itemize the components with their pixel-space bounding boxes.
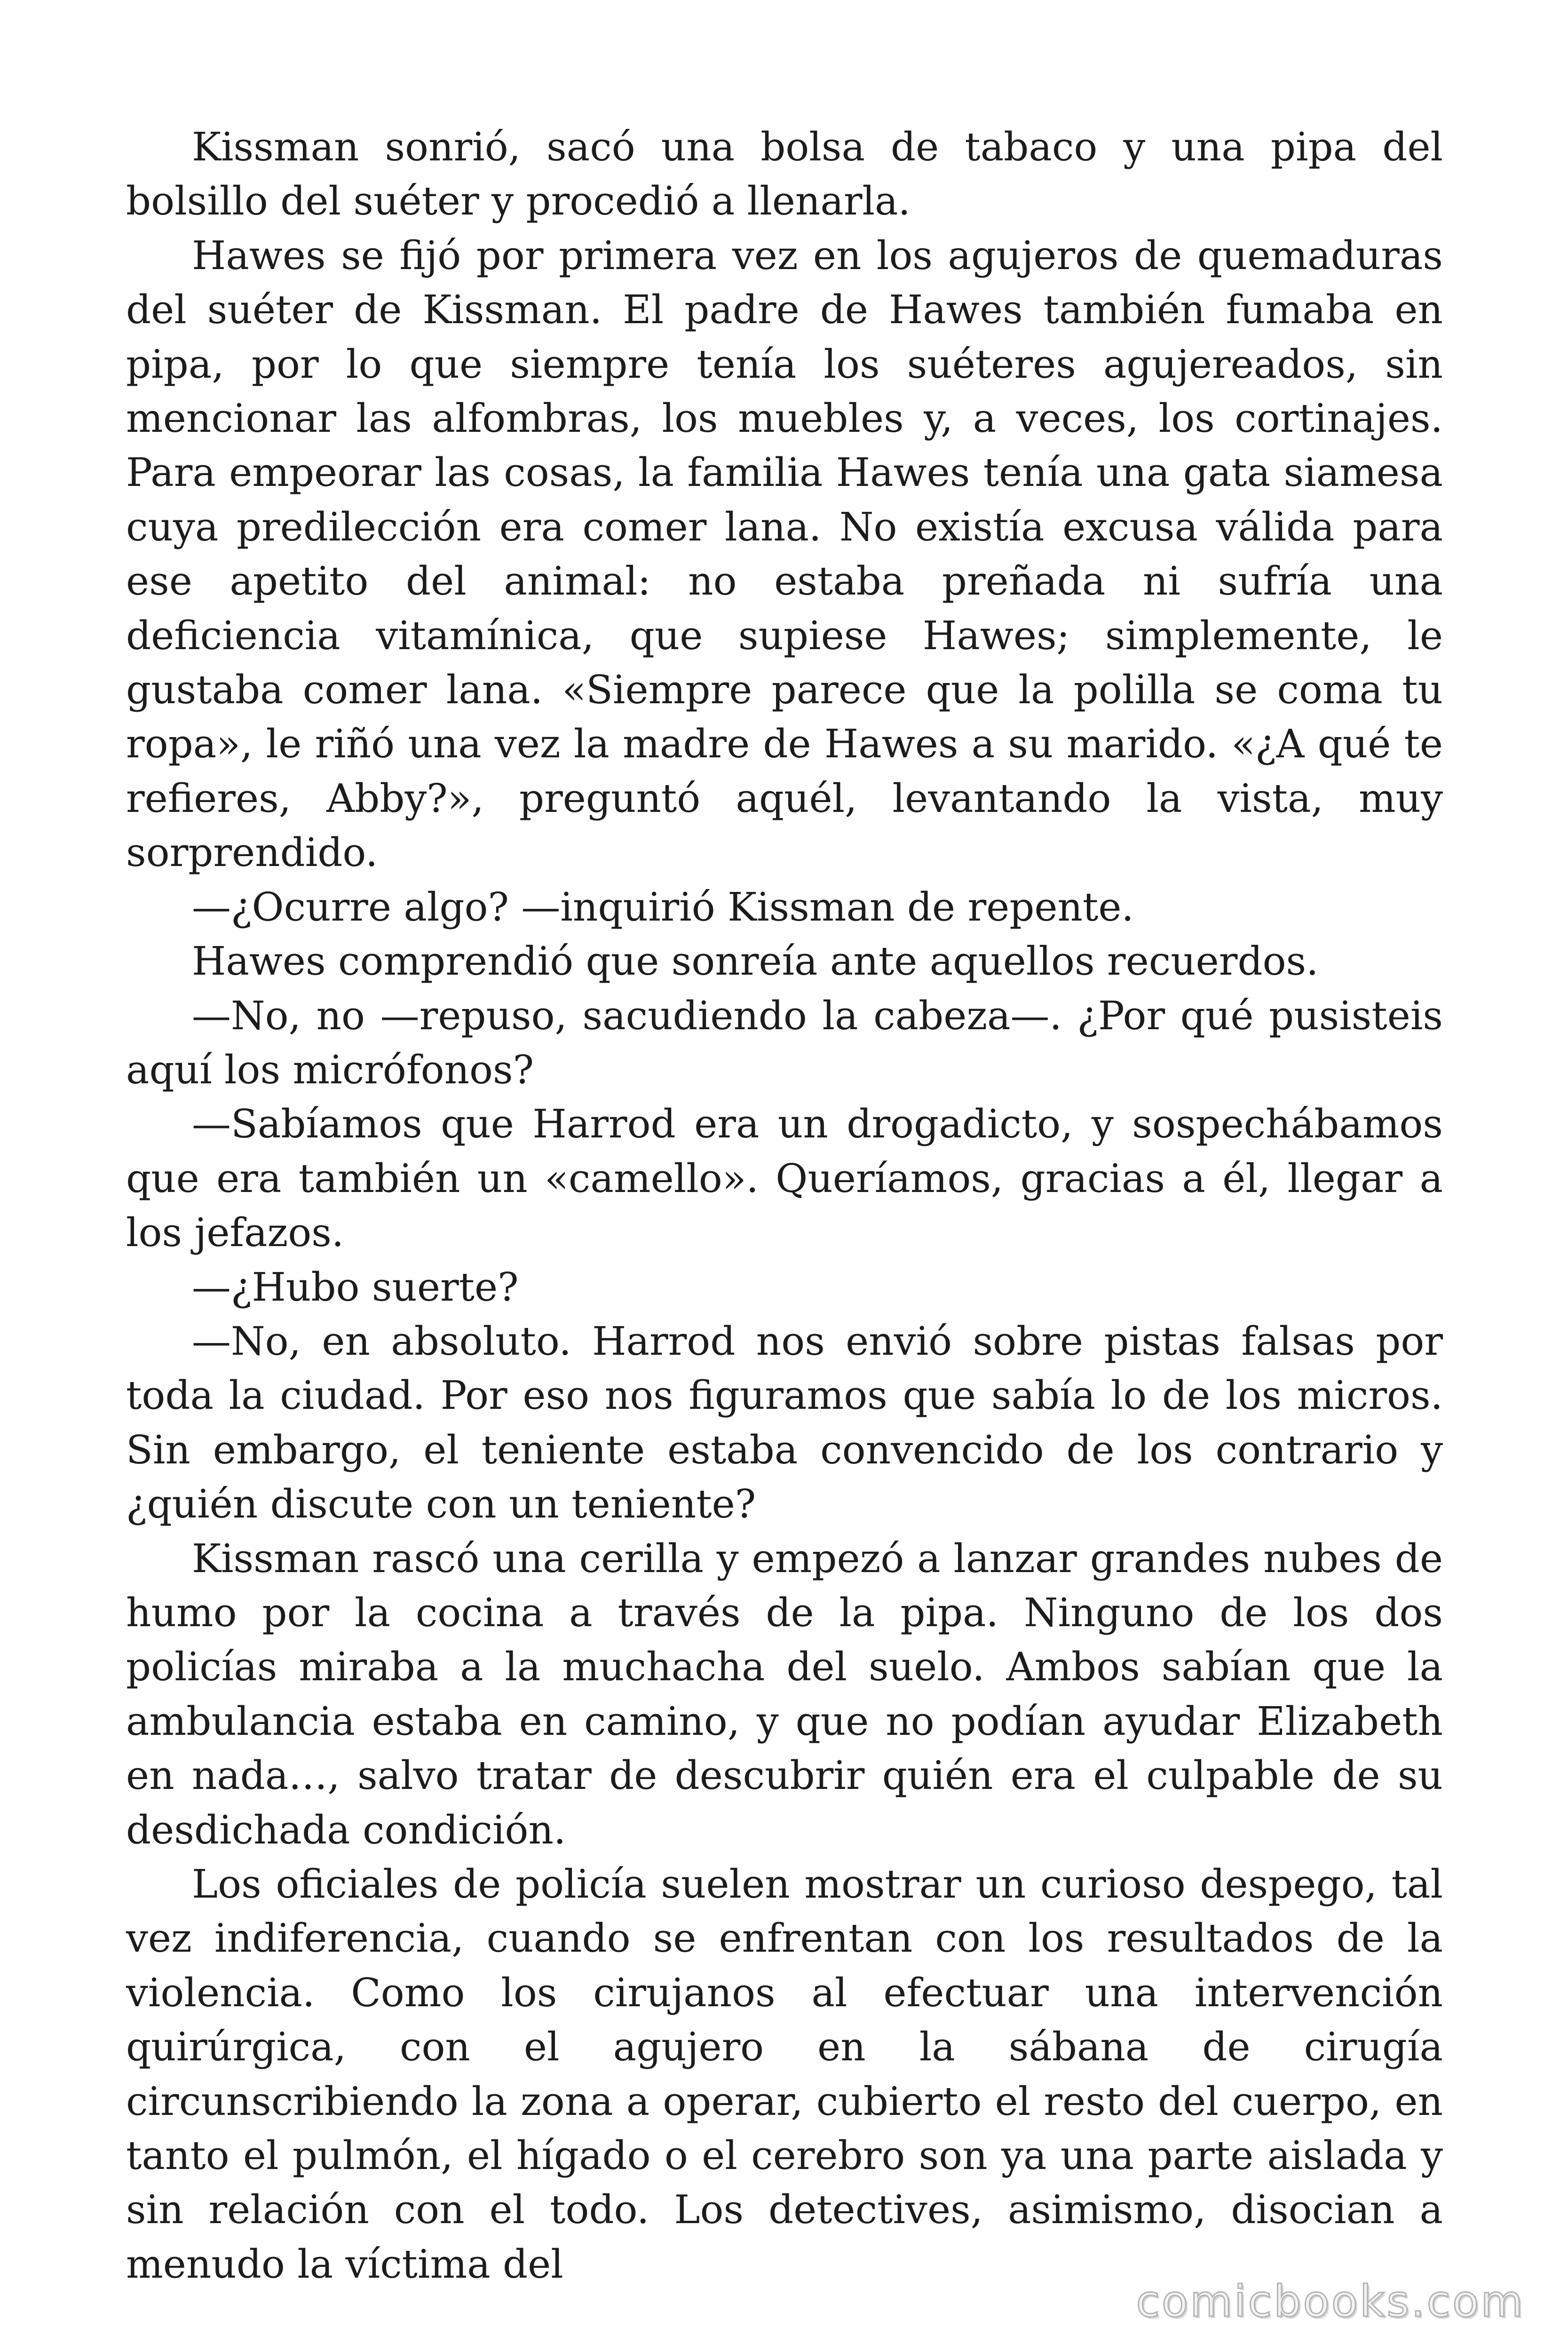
paragraph: —No, en absoluto. Harrod nos envió sobre pistas falsas por toda la ciudad. Por eso nos figuramos que sabía lo de los micros. Sin embargo, el teniente estaba convencido de los contrario y ¿quién discute con un teniente? (126, 1318, 1443, 1527)
paragraph: —No, no —repuso, sacudiendo la cabeza—. ¿Por qué pusisteis aquí los micrófonos? (126, 993, 1443, 1093)
book-text-body (126, 120, 1443, 2291)
site-watermark: comicbooks.com (1136, 2276, 1525, 2327)
paragraph: —¿Ocurre algo? —inquirió Kissman de repente. (192, 884, 1134, 930)
paragraph: —¿Hubo suerte? (192, 1264, 519, 1310)
paragraph: —Sabíamos que Harrod era un drogadicto, y sospechábamos que era también un «camello». Queríamos, gracias a él, llegar a los jefazos. (126, 1101, 1443, 1256)
paragraph: Kissman sonrió, sacó una bolsa de tabaco y una pipa del bolsillo del suéter y procedió a llenarla. (126, 124, 1443, 224)
paragraph: Kissman rascó una cerilla y empezó a lanzar grandes nubes de humo por la cocina a través de la pipa. Ninguno de los dos policías miraba a la muchacha del suelo. Ambos sabían que la ambulancia estaba en camino, y que no podían ayudar Elizabeth en nada…, salvo tratar de descubrir quién era el culpable de su desdichada condición. (126, 1535, 1443, 1853)
paragraph: Los oficiales de policía suelen mostrar un curioso despego, tal vez indiferencia, cuando se enfrentan con los resultados de la violencia. Como los cirujanos al efectuar una intervención quirúrgica, con el agujero en la sábana de cirugía circunscribiendo la zona a operar, cubierto el resto del cuerpo, en tanto el pulmón, el hígado o el cerebro son ya una parte aislada y sin relación con el todo. Los detectives, asimismo, disocian a menudo la víctima del (126, 1861, 1443, 2287)
paragraph: Hawes comprendió que sonreía ante aquellos recuerdos. (192, 938, 1319, 985)
paragraph: Hawes se fijó por primera vez en los agujeros de quemaduras del suéter de Kissman. El padre de Hawes también fumaba en pipa, por lo que siempre tenía los suéteres agujereados, sin mencionar las alfombras, los muebles y, a veces, los cortinajes. Para empeorar las cosas, la familia Hawes tenía una gata siamesa cuya predilección era comer lana. No existía excusa válida para ese apetito del animal: no estaba preñada ni sufría una deficiencia vitamínica, que supiese Hawes; simplemente, le gustaba comer lana. «Siempre parece que la polilla se coma tu ropa», le riñó una vez la madre de Hawes a su marido. «¿A qué te refieres, Abby?», preguntó aquél, levantando la vista, muy sorprendido. (126, 232, 1443, 876)
